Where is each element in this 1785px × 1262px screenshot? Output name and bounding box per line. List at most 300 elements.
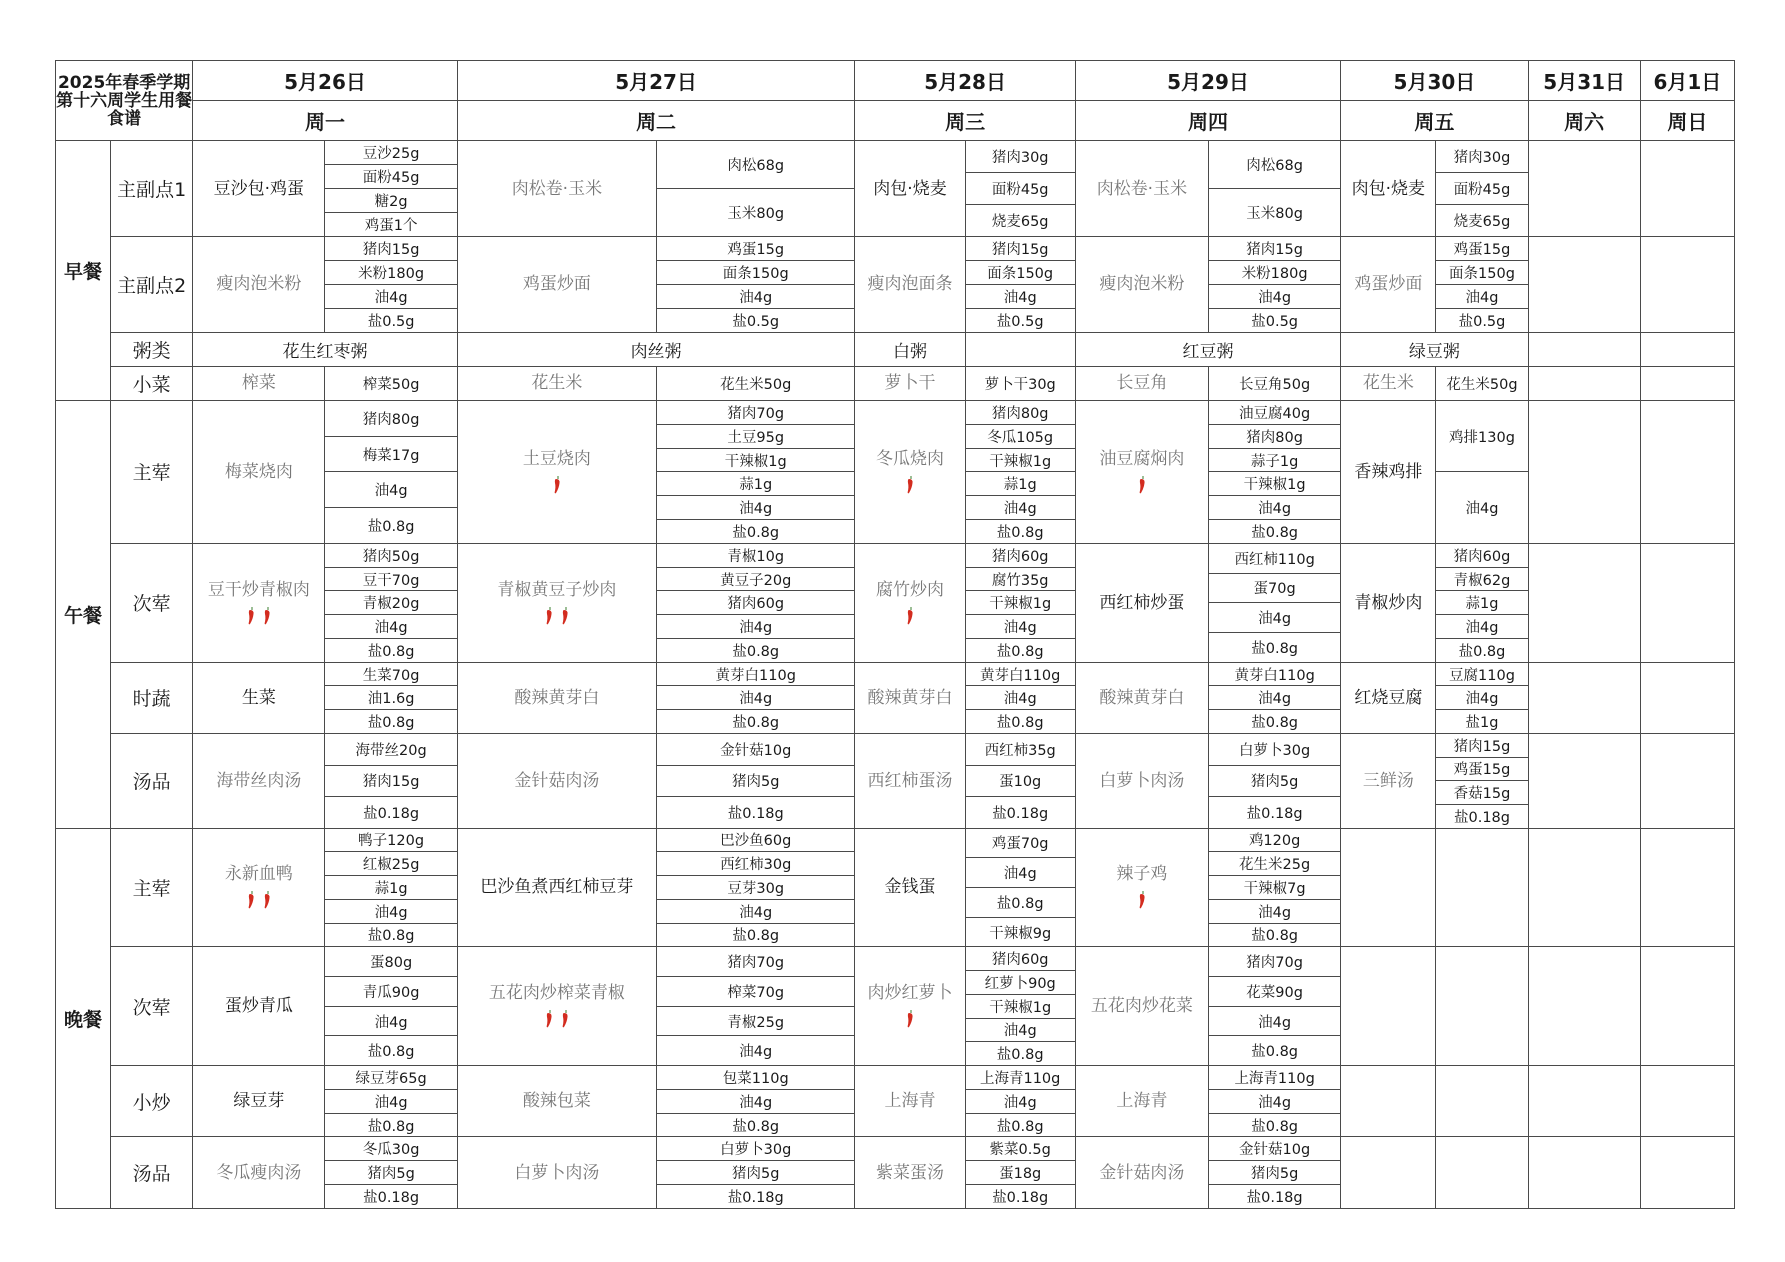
- chili-pepper-icon: [247, 891, 255, 909]
- ingredient-item: 黄芽白110g: [657, 663, 854, 687]
- ingredient-item: 盐0.5g: [996, 313, 1044, 330]
- ingredient-stack: [966, 663, 1075, 733]
- empty-cell: [1528, 734, 1640, 829]
- ingredient-item: 盐0.8g: [732, 643, 780, 660]
- chili-row: [1076, 887, 1208, 913]
- ingredient-item: 面粉45g: [966, 173, 1075, 205]
- ingredient-list: [657, 366, 855, 400]
- ingredient-item: 猪肉80g: [966, 401, 1075, 425]
- ingredient-item: 油4g: [739, 1044, 773, 1061]
- chili-row: [855, 603, 964, 629]
- ingredient-item: 油4g: [325, 1007, 456, 1037]
- dish-name: 鸡蛋炒面: [1341, 237, 1436, 333]
- empty-cell: [1341, 1066, 1436, 1137]
- ingredient-list: [1209, 401, 1341, 544]
- ingredient-list: [657, 543, 855, 662]
- ingredient-item: 香菇15g: [1436, 781, 1527, 805]
- empty-cell: [1528, 947, 1640, 1066]
- ingredient-stack: [966, 367, 1075, 400]
- dish-name: 酸辣黄芽白: [1075, 662, 1208, 733]
- ingredient-stack: [657, 544, 854, 662]
- day-weekday: 周二: [457, 101, 855, 141]
- ingredient-list: [325, 543, 457, 662]
- ingredient-item: 油4g: [1436, 285, 1527, 309]
- ingredient-item: 干辣椒1g: [657, 449, 854, 473]
- ingredient-item: 面条150g: [966, 261, 1075, 285]
- ingredient-item: 油4g: [657, 900, 854, 924]
- ingredient-item: 花生米25g: [1209, 852, 1340, 876]
- ingredient-item: 鸡蛋15g: [1436, 237, 1527, 261]
- ingredient-list: [965, 366, 1075, 400]
- ingredient-stack: [1209, 1137, 1340, 1208]
- ingredient-stack: [657, 237, 854, 332]
- ingredient-stack: [1436, 141, 1527, 236]
- chili-row: [193, 603, 324, 629]
- dish-name: 红烧豆腐: [1341, 662, 1436, 733]
- ingredient-list: [1209, 662, 1341, 733]
- ingredient-item: 鸡蛋15g: [657, 237, 854, 261]
- ingredient-item: 油4g: [966, 1090, 1075, 1114]
- ingredient-item: 米粉180g: [325, 261, 456, 285]
- ingredient-item: 腐竹35g: [966, 568, 1075, 592]
- ingredient-item: 米粉180g: [1209, 261, 1340, 285]
- ingredient-item: 油4g: [966, 496, 1075, 520]
- ingredient-list: [325, 947, 457, 1066]
- day-date: 5月31日: [1528, 61, 1640, 101]
- ingredient-item: 油4g: [657, 1090, 854, 1114]
- category-label: 汤品: [111, 734, 193, 829]
- category-label: 主副点1: [111, 141, 193, 237]
- ingredient-item: 油4g: [1209, 285, 1340, 309]
- ingredient-item: 猪肉5g: [325, 1161, 456, 1185]
- ingredient-item: 面粉45g: [325, 165, 456, 189]
- ingredient-item: 猪肉80g: [325, 401, 456, 437]
- ingredient-item: 猪肉70g: [657, 947, 854, 977]
- ingredient-list: [1436, 366, 1528, 400]
- empty-cell: [1640, 1137, 1734, 1209]
- ingredient-item: 花菜90g: [1209, 977, 1340, 1007]
- ingredient-stack: [966, 1066, 1075, 1136]
- ingredient-item: 油4g: [1465, 501, 1499, 518]
- ingredient-stack: [657, 829, 854, 947]
- ingredient-item: 青瓜90g: [325, 977, 456, 1007]
- dish-name: 瘦肉泡米粉: [1075, 237, 1208, 333]
- ingredient-list: [965, 828, 1075, 947]
- ingredient-item: 花生米50g: [1446, 376, 1518, 393]
- ingredient-list: [965, 543, 1075, 662]
- ingredient-item: 油4g: [1209, 603, 1340, 633]
- chili-pepper-icon: [561, 607, 569, 625]
- ingredient-list: [657, 141, 855, 237]
- ingredient-item: 盐0.8g: [1458, 643, 1506, 660]
- ingredient-item: 生菜70g: [325, 663, 456, 687]
- ingredient-item: 干辣椒7g: [1209, 876, 1340, 900]
- ingredient-item: 油4g: [325, 1090, 456, 1114]
- ingredient-item: 猪肉60g: [966, 947, 1075, 971]
- empty-cell: [1528, 141, 1640, 237]
- ingredient-item: 盐0.8g: [996, 1118, 1044, 1135]
- dish-name: 西红柿炒蛋: [1075, 543, 1208, 662]
- ingredient-item: 糖2g: [325, 189, 456, 213]
- day-date: 5月28日: [855, 61, 1075, 101]
- ingredient-item: 盐0.5g: [367, 313, 415, 330]
- ingredient-item: 油4g: [966, 686, 1075, 710]
- ingredient-item: 红椒25g: [325, 852, 456, 876]
- ingredient-list: [965, 734, 1075, 829]
- empty-cell: [1528, 1066, 1640, 1137]
- ingredient-item: 猪肉5g: [657, 1161, 854, 1185]
- empty-cell: [965, 332, 1075, 366]
- ingredient-item: 萝卜干30g: [984, 376, 1056, 393]
- dish-with-chili: [457, 947, 656, 1066]
- ingredient-stack: [1436, 663, 1527, 733]
- empty-cell: [1528, 366, 1640, 400]
- ingredient-list: [1436, 543, 1528, 662]
- dish-name: 上海青: [1075, 1066, 1208, 1137]
- empty-cell: [1528, 1137, 1640, 1209]
- ingredient-item: 盐0.8g: [732, 525, 780, 541]
- ingredient-stack: [966, 401, 1075, 543]
- ingredient-item: 油4g: [325, 285, 456, 309]
- dish-name: 生菜: [193, 662, 325, 733]
- ingredient-stack: [657, 367, 854, 400]
- porridge-name: 白粥: [855, 332, 965, 366]
- dish-name: 肉松卷·玉米: [457, 141, 656, 237]
- ingredient-stack: [325, 544, 456, 662]
- ingredient-list: [325, 734, 457, 829]
- ingredient-item: 猪肉15g: [966, 237, 1075, 261]
- ingredient-stack: [966, 829, 1075, 947]
- ingredient-list: [325, 1066, 457, 1137]
- ingredient-stack: [1209, 237, 1340, 332]
- ingredient-stack: [1436, 401, 1527, 543]
- ingredient-item: 金针菇10g: [657, 734, 854, 766]
- empty-cell: [1640, 828, 1734, 947]
- ingredient-stack: [1209, 544, 1340, 662]
- ingredient-item: 肉松68g: [657, 141, 854, 189]
- ingredient-item: 盐0.8g: [1251, 1044, 1299, 1061]
- ingredient-list: [1209, 1066, 1341, 1137]
- chili-row: [855, 472, 964, 498]
- empty-cell: [1640, 734, 1734, 829]
- ingredient-list: [1209, 366, 1341, 400]
- chili-pepper-icon: [263, 607, 271, 625]
- chili-pepper-icon: [263, 891, 271, 909]
- meal-label-breakfast: 早餐: [56, 141, 111, 401]
- row-dinner-secondary: [56, 947, 1735, 1066]
- day-date: 5月26日: [193, 61, 457, 101]
- empty-cell: [1528, 543, 1640, 662]
- ingredient-item: 青椒62g: [1436, 568, 1527, 592]
- porridge-name: 花生红枣粥: [193, 332, 457, 366]
- category-label: 粥类: [111, 332, 193, 366]
- ingredient-list: [657, 947, 855, 1066]
- dish-name: 辣子鸡: [1116, 864, 1168, 885]
- ingredient-item: 长豆角50g: [1239, 376, 1311, 393]
- ingredient-item: 盐0.8g: [996, 643, 1044, 660]
- ingredient-stack: [1436, 544, 1527, 662]
- ingredient-item: 鸡120g: [1209, 829, 1340, 853]
- ingredient-item: 榨菜50g: [362, 376, 420, 393]
- ingredient-stack: [1209, 734, 1340, 828]
- ingredient-list: [325, 828, 457, 947]
- ingredient-item: 油4g: [1209, 1007, 1340, 1037]
- ingredient-stack: [966, 237, 1075, 332]
- meal-label-lunch: 午餐: [56, 401, 111, 829]
- category-label: 次荤: [111, 543, 193, 662]
- ingredient-list: [965, 1066, 1075, 1137]
- empty-cell: [1640, 947, 1734, 1066]
- ingredient-item: 盐0.5g: [1251, 313, 1299, 330]
- ingredient-item: 猪肉15g: [325, 766, 456, 798]
- ingredient-item: 油4g: [325, 472, 456, 508]
- ingredient-list: [1436, 401, 1528, 544]
- chili-pepper-icon: [553, 476, 561, 494]
- ingredient-stack: [1209, 141, 1340, 236]
- ingredient-item: 豆腐110g: [1436, 663, 1527, 687]
- ingredient-stack: [657, 947, 854, 1065]
- empty-cell: [1528, 828, 1640, 947]
- ingredient-stack: [1209, 947, 1340, 1065]
- ingredient-item: 榨菜70g: [657, 977, 854, 1007]
- category-label: 小菜: [111, 366, 193, 400]
- ingredient-stack: [1209, 367, 1340, 400]
- dish-name: 青椒黄豆子炒肉: [497, 579, 617, 600]
- empty-cell: [1528, 401, 1640, 544]
- dish-name: 金针菇肉汤: [1075, 1137, 1208, 1209]
- dish-name: 油豆腐焖肉: [1099, 448, 1185, 469]
- ingredient-item: 盐0.8g: [367, 1118, 415, 1135]
- ingredient-item: 猪肉5g: [657, 766, 854, 798]
- ingredient-item: 油4g: [1436, 686, 1527, 710]
- ingredient-item: 油4g: [966, 285, 1075, 309]
- row-breakfast-porridge: [56, 332, 1735, 366]
- ingredient-stack: [966, 141, 1075, 236]
- ingredient-list: [657, 734, 855, 829]
- ingredient-list: [965, 141, 1075, 237]
- ingredient-item: 猪肉15g: [325, 237, 456, 261]
- ingredient-item: 盐0.18g: [992, 1190, 1049, 1207]
- ingredient-item: 猪肉70g: [1209, 947, 1340, 977]
- dish-name: 花生米: [457, 366, 656, 400]
- ingredient-list: [325, 366, 457, 400]
- ingredient-item: 盐0.8g: [966, 888, 1075, 918]
- ingredient-item: 蒜1g: [325, 876, 456, 900]
- empty-cell: [1640, 543, 1734, 662]
- day-weekday: 周三: [855, 101, 1075, 141]
- dish-name: 土豆烧肉: [522, 448, 591, 469]
- ingredient-stack: [325, 1137, 456, 1208]
- ingredient-list: [965, 662, 1075, 733]
- empty-cell: [1640, 237, 1734, 333]
- ingredient-item: 上海青110g: [1209, 1066, 1340, 1090]
- ingredient-item: 油4g: [966, 1019, 1075, 1043]
- dish-name: 紫菜蛋汤: [855, 1137, 965, 1209]
- category-label: 主副点2: [111, 237, 193, 333]
- ingredient-item: 鸭子120g: [325, 829, 456, 853]
- ingredient-item: 白萝卜30g: [657, 1137, 854, 1161]
- ingredient-item: 猪肉60g: [657, 591, 854, 615]
- ingredient-item: 油4g: [657, 496, 854, 520]
- chili-row: [855, 1006, 964, 1032]
- ingredient-stack: [657, 401, 854, 543]
- dish-name: 西红柿蛋汤: [855, 734, 965, 829]
- ingredient-item: 盐0.8g: [1251, 640, 1299, 657]
- meal-label-dinner: 晚餐: [56, 828, 111, 1208]
- ingredient-item: 盐0.8g: [732, 1118, 780, 1135]
- dish-with-chili: [193, 828, 325, 947]
- row-breakfast-pickle: [56, 366, 1735, 400]
- empty-cell: [1640, 332, 1734, 366]
- ingredient-item: 西红柿35g: [966, 734, 1075, 766]
- category-label: 时蔬: [111, 662, 193, 733]
- porridge-name: 肉丝粥: [457, 332, 855, 366]
- ingredient-list: [325, 662, 457, 733]
- ingredient-item: 面条150g: [1436, 261, 1527, 285]
- ingredient-item: 绿豆芽65g: [325, 1066, 456, 1090]
- ingredient-item: 盐0.18g: [727, 805, 784, 822]
- ingredient-item: 冬瓜105g: [966, 425, 1075, 449]
- ingredient-item: 盐0.8g: [996, 1047, 1044, 1064]
- row-lunch-veg: [56, 662, 1735, 733]
- ingredient-item: 蛋10g: [966, 766, 1075, 798]
- ingredient-list: [1209, 734, 1341, 829]
- dish-name: 花生米: [1341, 366, 1436, 400]
- row-dinner-stirfry: [56, 1066, 1735, 1137]
- ingredient-item: 盐0.18g: [363, 1190, 420, 1207]
- empty-cell: [1528, 237, 1640, 333]
- ingredient-item: 蒜子1g: [1209, 449, 1340, 473]
- ingredient-item: 油4g: [325, 900, 456, 924]
- dish-name: 萝卜干: [855, 366, 965, 400]
- dish-name: 三鲜汤: [1341, 734, 1436, 829]
- row-lunch-soup: [56, 734, 1735, 829]
- dish-name: 金针菇肉汤: [457, 734, 656, 829]
- ingredient-stack: [657, 1137, 854, 1208]
- ingredient-stack: [966, 947, 1075, 1065]
- dish-name: 酸辣黄芽白: [457, 662, 656, 733]
- ingredient-stack: [966, 1137, 1075, 1208]
- ingredient-item: 豆芽30g: [657, 876, 854, 900]
- ingredient-list: [657, 401, 855, 544]
- empty-cell: [1640, 401, 1734, 544]
- dish-name: 肉松卷·玉米: [1075, 141, 1208, 237]
- ingredient-item: 冬瓜30g: [325, 1137, 456, 1161]
- row-breakfast-main2: [56, 237, 1735, 333]
- ingredient-item: 盐0.8g: [367, 715, 415, 732]
- ingredient-item: 黄豆子20g: [657, 568, 854, 592]
- ingredient-item: 盐0.8g: [1251, 928, 1299, 945]
- ingredient-item: 油4g: [657, 615, 854, 639]
- row-lunch-meat: [56, 401, 1735, 544]
- ingredient-item: 干辣椒9g: [989, 925, 1052, 942]
- ingredient-item: 黄芽白110g: [966, 663, 1075, 687]
- dish-with-chili: [457, 543, 656, 662]
- empty-cell: [1528, 332, 1640, 366]
- ingredient-item: 烧麦65g: [1453, 214, 1511, 231]
- empty-cell: [1640, 366, 1734, 400]
- ingredient-item: 花生米50g: [720, 376, 792, 393]
- dish-name: 长豆角: [1075, 366, 1208, 400]
- ingredient-item: 面粉45g: [1436, 173, 1527, 205]
- dish-name: 永新血鸭: [224, 864, 293, 885]
- ingredient-item: 鸡蛋1个: [364, 218, 418, 235]
- ingredient-stack: [1436, 237, 1527, 332]
- chili-pepper-icon: [545, 607, 553, 625]
- chili-pepper-icon: [247, 607, 255, 625]
- dish-name: 肉包·烧麦: [1341, 141, 1436, 237]
- ingredient-item: 油豆腐40g: [1209, 401, 1340, 425]
- ingredient-list: [325, 141, 457, 237]
- row-breakfast-main1: [56, 141, 1735, 237]
- category-label: 主荤: [111, 828, 193, 947]
- day-weekday: 周一: [193, 101, 457, 141]
- ingredient-item: 油4g: [1209, 900, 1340, 924]
- ingredient-item: 海带丝20g: [325, 734, 456, 766]
- ingredient-list: [1209, 141, 1341, 237]
- ingredient-list: [657, 1137, 855, 1209]
- ingredient-list: [965, 401, 1075, 544]
- ingredient-item: 盐0.5g: [732, 313, 780, 330]
- ingredient-item: 猪肉15g: [1209, 237, 1340, 261]
- empty-cell: [1436, 1137, 1528, 1209]
- ingredient-item: 蒜1g: [966, 472, 1075, 496]
- ingredient-stack: [1209, 1066, 1340, 1136]
- ingredient-item: 西红柿30g: [657, 852, 854, 876]
- dish-name: 白萝卜肉汤: [457, 1137, 656, 1209]
- ingredient-stack: [657, 1066, 854, 1136]
- ingredient-item: 盐0.8g: [996, 525, 1044, 541]
- dish-name: 腐竹炒肉: [876, 579, 944, 600]
- ingredient-item: 盐0.8g: [732, 928, 780, 945]
- ingredient-list: [657, 1066, 855, 1137]
- ingredient-stack: [1436, 367, 1527, 400]
- ingredient-item: 玉米80g: [727, 206, 785, 223]
- chili-row: [458, 472, 656, 498]
- ingredient-item: 蛋70g: [1209, 574, 1340, 604]
- ingredient-list: [965, 947, 1075, 1066]
- ingredient-item: 黄芽白110g: [1209, 663, 1340, 687]
- dish-name: 五花肉炒榨菜青椒: [488, 983, 625, 1004]
- ingredient-stack: [325, 237, 456, 332]
- ingredient-item: 鸡排130g: [1436, 401, 1527, 472]
- ingredient-list: [1209, 237, 1341, 333]
- dish-with-chili: [193, 543, 325, 662]
- ingredient-item: 猪肉60g: [966, 544, 1075, 568]
- ingredient-stack: [1209, 401, 1340, 543]
- ingredient-item: 盐1g: [1465, 715, 1499, 732]
- ingredient-list: [1209, 828, 1341, 947]
- ingredient-item: 猪肉80g: [1209, 425, 1340, 449]
- dish-with-chili: [1075, 401, 1208, 544]
- menu-table: [55, 60, 1735, 1209]
- ingredient-item: 油4g: [1209, 496, 1340, 520]
- dish-name: 上海青: [855, 1066, 965, 1137]
- ingredient-item: 豆沙25g: [325, 141, 456, 165]
- ingredient-item: 盐0.18g: [1246, 805, 1303, 822]
- ingredient-item: 盐0.8g: [367, 928, 415, 945]
- dish-with-chili: [855, 947, 965, 1066]
- ingredient-stack: [325, 141, 456, 236]
- chili-row: [458, 1006, 656, 1032]
- row-dinner-soup: [56, 1137, 1735, 1209]
- ingredient-item: 鸡蛋70g: [966, 829, 1075, 859]
- day-date: 5月27日: [457, 61, 855, 101]
- ingredient-list: [325, 1137, 457, 1209]
- day-weekday: 周六: [1528, 101, 1640, 141]
- row-lunch-secondary: [56, 543, 1735, 662]
- ingredient-item: 盐0.8g: [367, 519, 415, 536]
